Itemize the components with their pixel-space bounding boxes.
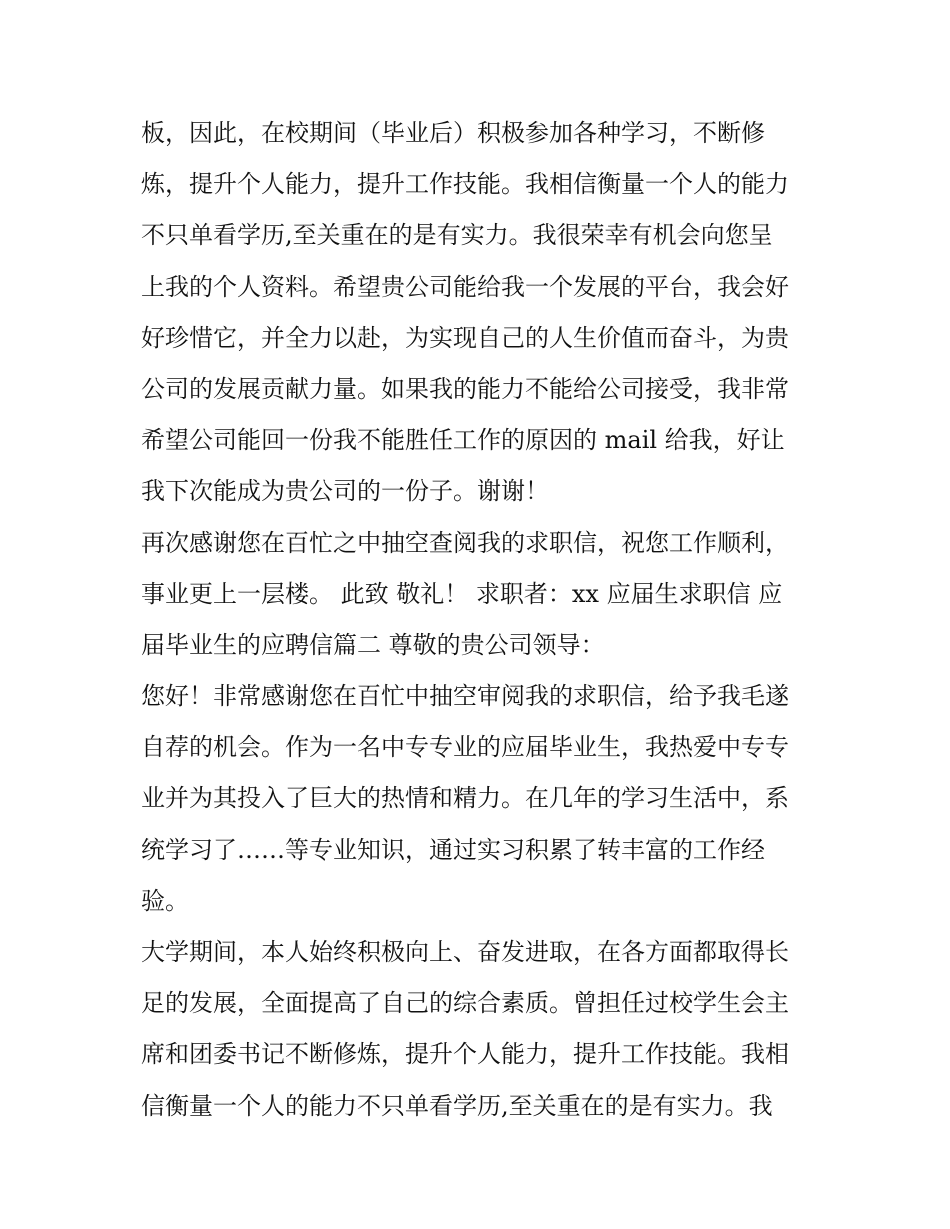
text-line: 炼，提升个人能力，提升工作技能。我相信衡量一个人的能力 bbox=[141, 170, 789, 199]
letter-body bbox=[141, 108, 821, 1132]
text-line: 自荐的机会。作为一名中专专业的应届毕业生，我热爱中专专 bbox=[141, 733, 789, 762]
text-line: 我下次能成为贵公司的一份子。谢谢！ bbox=[141, 477, 549, 506]
text-line: 公司的发展贡献力量。如果我的能力不能给公司接受，我非常 bbox=[141, 374, 789, 403]
text-line: 您好！非常感谢您在百忙中抽空审阅我的求职信，给予我毛遂 bbox=[141, 682, 789, 711]
text-line: 验。 bbox=[141, 886, 189, 915]
text-line: 板，因此，在校期间（毕业后）积极参加各种学习，不断修 bbox=[141, 119, 765, 147]
text-line: 大学期间，本人始终积极向上、奋发进取，在各方面都取得长 bbox=[141, 938, 789, 966]
text-line: 好珍惜它，并全力以赴，为实现自己的人生价值而奋斗，为贵 bbox=[141, 323, 789, 352]
text-line: 上我的个人资料。希望贵公司能给我一个发展的平台，我会好 bbox=[141, 272, 789, 301]
text-line: 再次感谢您在百忙之中抽空查阅我的求职信，祝您工作顺利， bbox=[141, 528, 789, 557]
text-line: 席和团委书记不断修炼，提升个人能力，提升工作技能。我相 bbox=[141, 1040, 789, 1069]
text-line: 业并为其投入了巨大的热情和精力。在几年的学习生活中，系 bbox=[141, 784, 789, 813]
text-line: 希望公司能回一份我不能胜任工作的原因的 mail 给我，好让 bbox=[141, 426, 785, 455]
text-line: 统学习了……等专业知识，通过实习积累了转丰富的工作经 bbox=[141, 835, 765, 864]
text-line: 信衡量一个人的能力不只单看学历,至关重在的是有实力。我 bbox=[141, 1091, 773, 1120]
text-line: 届毕业生的应聘信篇二 尊敬的贵公司领导： bbox=[141, 630, 605, 659]
text-line: 不只单看学历,至关重在的是有实力。我很荣幸有机会向您呈 bbox=[141, 221, 773, 250]
text-line: 足的发展，全面提高了自己的综合素质。曾担任过校学生会主 bbox=[141, 989, 789, 1018]
text-line: 事业更上一层楼。 此致 敬礼！ 求职者：xx 应届生求职信 应 bbox=[141, 579, 783, 608]
